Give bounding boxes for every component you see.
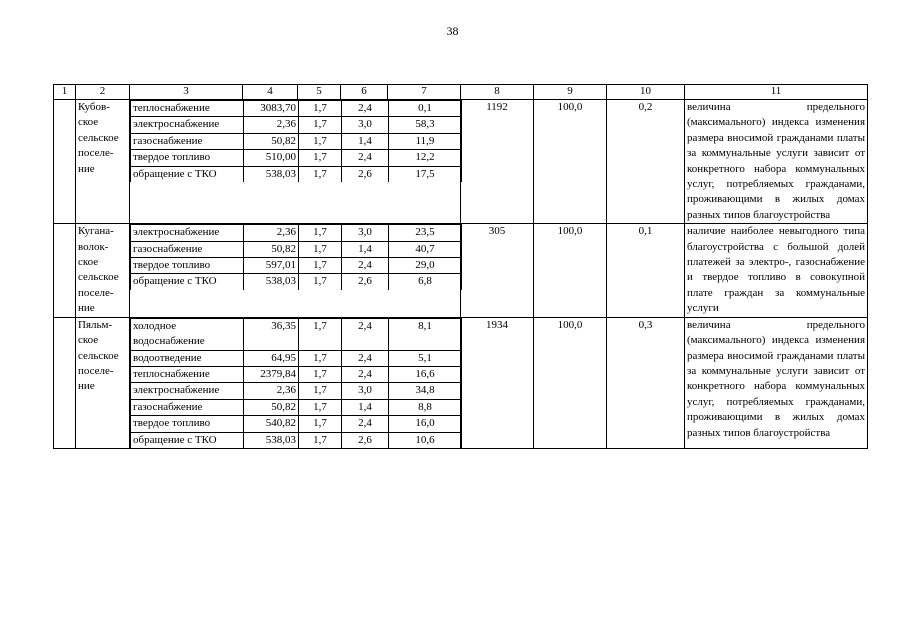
header-col-6: 6 — [341, 85, 388, 100]
service-name: газоснабжение — [131, 399, 244, 415]
service-row — [131, 366, 462, 382]
header-col-5: 5 — [298, 85, 341, 100]
service-col7: 10,6 — [389, 432, 462, 448]
service-col6: 2,6 — [342, 166, 389, 182]
settlement-name: Пяльм-ское сельское поселе-ние — [76, 317, 130, 448]
services-block — [130, 224, 461, 317]
service-col6: 1,4 — [342, 133, 389, 149]
service-tariff: 36,35 — [244, 318, 299, 350]
service-col5: 1,7 — [299, 416, 342, 432]
service-tariff: 3083,70 — [244, 101, 299, 117]
share-cell: 100,0 — [534, 224, 607, 317]
services-table — [130, 224, 462, 290]
row-index-cell — [54, 224, 76, 317]
service-name: обращение с ТКО — [131, 274, 244, 290]
service-tariff: 538,03 — [244, 432, 299, 448]
service-col7: 16,6 — [389, 366, 462, 382]
service-tariff: 538,03 — [244, 274, 299, 290]
settlement-name: Кугана-волок-ское сельское поселе-ние — [76, 224, 130, 317]
justification-text: величина предельного (максимального) индекса изменения размера вносимой гражданами платы за коммунальные услуги зависит от конкретного набора коммунальных услуг, потребляемых гражданами, проживающими в жилых домах разных типов благоустройства — [685, 317, 868, 448]
header-col-10: 10 — [607, 85, 685, 100]
service-name: теплоснабжение — [131, 366, 244, 382]
service-col5: 1,7 — [299, 432, 342, 448]
header-col-8: 8 — [461, 85, 534, 100]
service-col5: 1,7 — [299, 133, 342, 149]
share-cell: 100,0 — [534, 100, 607, 224]
tariff-index-table — [53, 84, 868, 449]
header-col-4: 4 — [243, 85, 298, 100]
service-col6: 2,4 — [342, 350, 389, 366]
row-index-cell — [54, 317, 76, 448]
service-name: электроснабжение — [131, 225, 244, 241]
service-col6: 2,4 — [342, 416, 389, 432]
row-index-cell — [54, 100, 76, 224]
population-cell: 1934 — [461, 317, 534, 448]
service-row — [131, 383, 462, 399]
service-row — [131, 350, 462, 366]
service-row — [131, 416, 462, 432]
service-name: обращение с ТКО — [131, 166, 244, 182]
service-col7: 0,1 — [389, 101, 462, 117]
justification-text: наличие наиболее невыгодного типа благоустройства с большой долей платежей за электро-, газоснабжение и твердое топливо в совокупной плате граждан за коммунальные услуги — [685, 224, 868, 317]
settlement-row — [54, 224, 868, 317]
service-col7: 16,0 — [389, 416, 462, 432]
service-tariff: 2,36 — [244, 383, 299, 399]
service-row — [131, 318, 462, 350]
services-table — [130, 318, 462, 448]
service-col5: 1,7 — [299, 274, 342, 290]
region-share-cell: 0,1 — [607, 224, 685, 317]
service-tariff: 2379,84 — [244, 366, 299, 382]
service-col7: 12,2 — [389, 150, 462, 166]
service-row — [131, 150, 462, 166]
service-col5: 1,7 — [299, 225, 342, 241]
service-col7: 11,9 — [389, 133, 462, 149]
service-col6: 2,4 — [342, 258, 389, 274]
services-table — [130, 100, 462, 182]
service-row — [131, 225, 462, 241]
service-col6: 2,4 — [342, 101, 389, 117]
service-col5: 1,7 — [299, 150, 342, 166]
service-row — [131, 166, 462, 182]
region-share-cell: 0,3 — [607, 317, 685, 448]
service-tariff: 510,00 — [244, 150, 299, 166]
justification-text: величина предельного (максимального) индекса изменения размера вносимой гражданами платы за коммунальные услуги зависит от конкретного набора коммунальных услуг, потребляемых гражданами, проживающими в жилых домах разных типов благоустройства — [685, 100, 868, 224]
service-col6: 2,6 — [342, 432, 389, 448]
settlement-row — [54, 317, 868, 448]
header-col-1: 1 — [54, 85, 76, 100]
service-col7: 17,5 — [389, 166, 462, 182]
service-tariff: 50,82 — [244, 133, 299, 149]
service-tariff: 2,36 — [244, 225, 299, 241]
service-name: обращение с ТКО — [131, 432, 244, 448]
service-col6: 2,6 — [342, 274, 389, 290]
service-col7: 8,8 — [389, 399, 462, 415]
service-tariff: 50,82 — [244, 399, 299, 415]
header-row — [54, 85, 868, 100]
services-block — [130, 100, 461, 224]
page-number: 38 — [446, 24, 459, 38]
service-col7: 58,3 — [389, 117, 462, 133]
service-col6: 3,0 — [342, 117, 389, 133]
service-row — [131, 274, 462, 290]
service-name: холодное водоснабжение — [131, 318, 244, 350]
service-col6: 1,4 — [342, 399, 389, 415]
header-col-2: 2 — [76, 85, 130, 100]
service-col5: 1,7 — [299, 383, 342, 399]
region-share-cell: 0,2 — [607, 100, 685, 224]
service-col6: 2,4 — [342, 150, 389, 166]
service-col5: 1,7 — [299, 241, 342, 257]
header-col-11: 11 — [685, 85, 868, 100]
service-col6: 3,0 — [342, 225, 389, 241]
service-col5: 1,7 — [299, 166, 342, 182]
service-col7: 8,1 — [389, 318, 462, 350]
service-tariff: 540,82 — [244, 416, 299, 432]
service-col5: 1,7 — [299, 366, 342, 382]
service-col5: 1,7 — [299, 318, 342, 350]
service-row — [131, 399, 462, 415]
service-row — [131, 101, 462, 117]
service-col6: 2,4 — [342, 318, 389, 350]
service-name: твердое топливо — [131, 258, 244, 274]
service-col5: 1,7 — [299, 258, 342, 274]
service-name: твердое топливо — [131, 150, 244, 166]
service-row — [131, 432, 462, 448]
service-col7: 5,1 — [389, 350, 462, 366]
population-cell: 1192 — [461, 100, 534, 224]
service-name: газоснабжение — [131, 241, 244, 257]
service-col6: 1,4 — [342, 241, 389, 257]
header-col-7: 7 — [388, 85, 461, 100]
service-tariff: 538,03 — [244, 166, 299, 182]
service-col7: 40,7 — [389, 241, 462, 257]
service-col7: 29,0 — [389, 258, 462, 274]
population-cell: 305 — [461, 224, 534, 317]
service-col5: 1,7 — [299, 101, 342, 117]
service-col7: 34,8 — [389, 383, 462, 399]
header-col-9: 9 — [534, 85, 607, 100]
service-col5: 1,7 — [299, 117, 342, 133]
service-tariff: 50,82 — [244, 241, 299, 257]
service-col6: 2,4 — [342, 366, 389, 382]
service-name: твердое топливо — [131, 416, 244, 432]
share-cell: 100,0 — [534, 317, 607, 448]
service-tariff: 597,01 — [244, 258, 299, 274]
settlement-name: Кубов-ское сельское поселе-ние — [76, 100, 130, 224]
settlement-row — [54, 100, 868, 224]
service-row — [131, 241, 462, 257]
service-name: газоснабжение — [131, 133, 244, 149]
service-name: теплоснабжение — [131, 101, 244, 117]
service-name: электроснабжение — [131, 117, 244, 133]
services-block — [130, 317, 461, 448]
service-col7: 23,5 — [389, 225, 462, 241]
service-tariff: 64,95 — [244, 350, 299, 366]
service-row — [131, 133, 462, 149]
service-row — [131, 258, 462, 274]
service-tariff: 2,36 — [244, 117, 299, 133]
service-col5: 1,7 — [299, 350, 342, 366]
service-col6: 3,0 — [342, 383, 389, 399]
service-name: электроснабжение — [131, 383, 244, 399]
header-col-3: 3 — [130, 85, 243, 100]
service-name: водоотведение — [131, 350, 244, 366]
service-col5: 1,7 — [299, 399, 342, 415]
service-row — [131, 117, 462, 133]
service-col7: 6,8 — [389, 274, 462, 290]
